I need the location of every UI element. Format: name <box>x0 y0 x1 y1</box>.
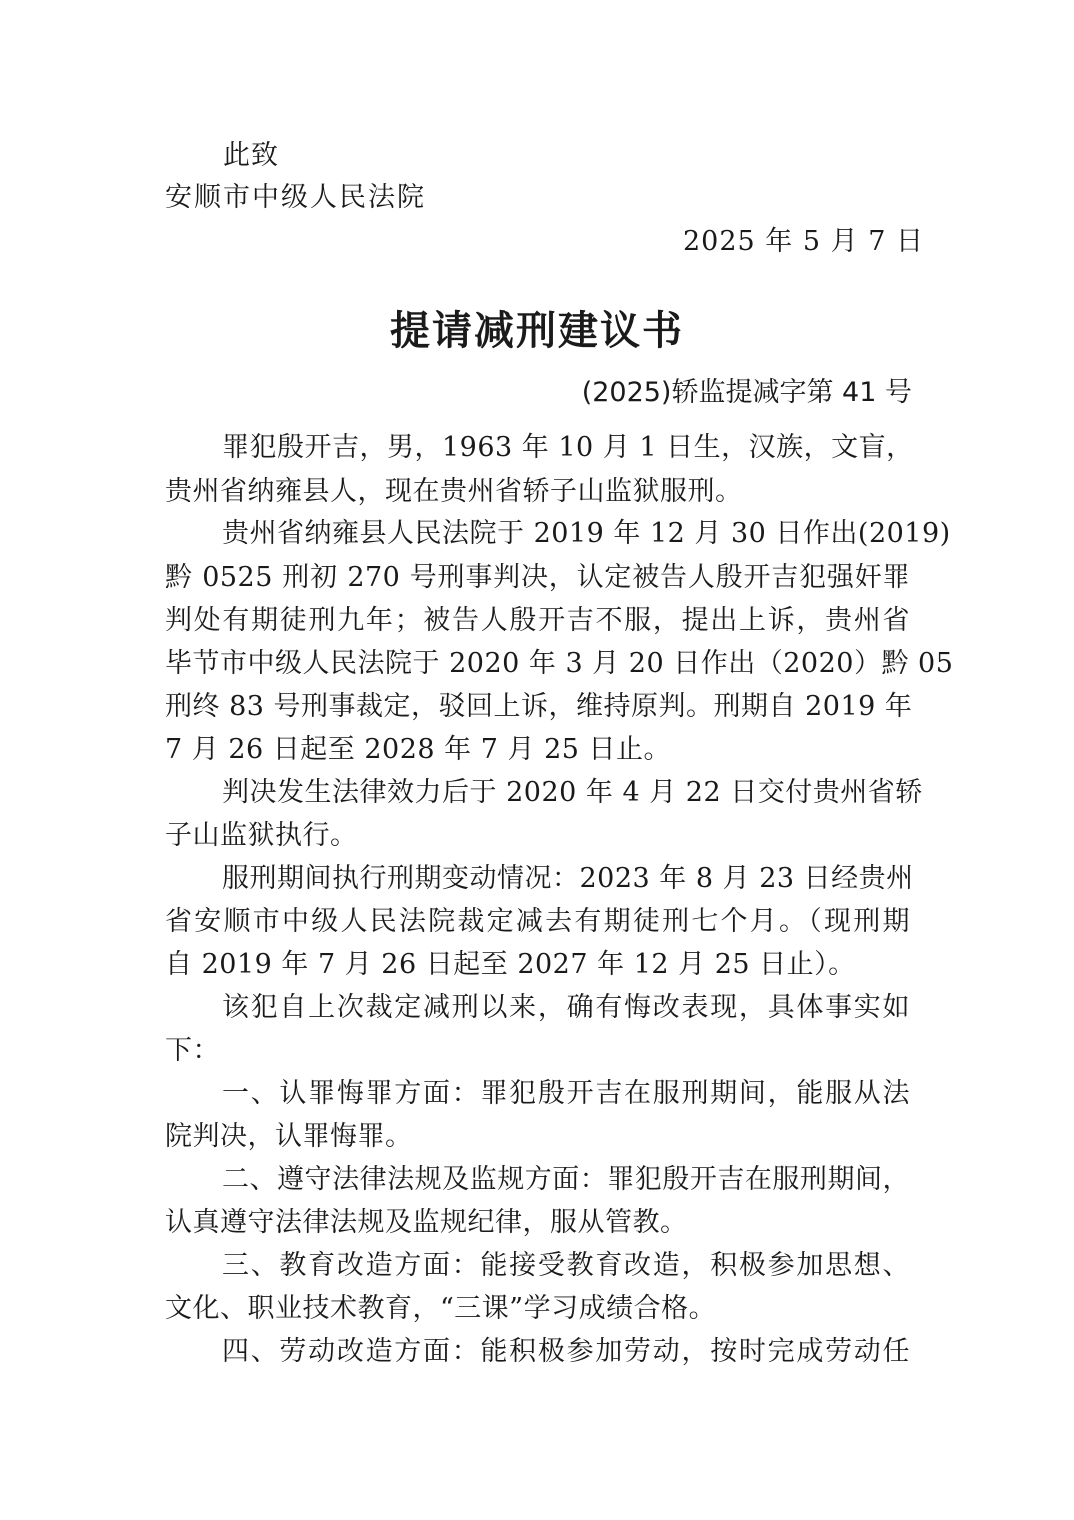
body-line: 认真遵守法律法规及监规纪律，服从管教。 <box>165 1207 688 1238</box>
body-line: 7 月 26 日起至 2028 年 7 月 25 日止。 <box>165 734 672 765</box>
body-line: 贵州省纳雍县人民法院于 2019 年 12 月 30 日作出(2019) <box>222 518 951 549</box>
document-number: (2025)轿监提减字第 41 号 <box>581 377 912 408</box>
body-line: 该犯自上次裁定减刑以来，确有悔改表现，具体事实如 <box>222 992 910 1023</box>
closing-salutation: 此致 <box>223 140 279 171</box>
body-line: 服刑期间执行刑期变动情况：2023 年 8 月 23 日经贵州 <box>222 863 914 894</box>
body-line: 二、遵守法律法规及监规方面：罪犯殷开吉在服刑期间， <box>222 1164 910 1195</box>
closing-recipient: 安顺市中级人民法院 <box>165 182 426 213</box>
body-line: 省安顺市中级人民法院裁定减去有期徒刑七个月。（现刑期 <box>165 906 910 937</box>
body-line: 三、教育改造方面：能接受教育改造，积极参加思想、 <box>222 1250 910 1281</box>
body-line: 罪犯殷开吉，男，1963 年 10 月 1 日生，汉族，文盲， <box>222 432 914 463</box>
body-line: 毕节市中级人民法院于 2020 年 3 月 20 日作出（2020）黔 05 <box>165 648 954 679</box>
document-title: 提请减刑建议书 <box>390 308 684 354</box>
body-line: 判处有期徒刑九年；被告人殷开吉不服，提出上诉，贵州省 <box>165 605 910 636</box>
body-line: 子山监狱执行。 <box>165 820 358 851</box>
body-line: 黔 0525 刑初 270 号刑事判决，认定被告人殷开吉犯强奸罪 <box>165 562 910 593</box>
body-line: 四、劳动改造方面：能积极参加劳动，按时完成劳动任 <box>222 1336 910 1367</box>
body-line: 贵州省纳雍县人，现在贵州省轿子山监狱服刑。 <box>165 476 743 507</box>
body-line: 院判决，认罪悔罪。 <box>165 1121 413 1152</box>
body-line: 下： <box>165 1035 220 1066</box>
body-line: 刑终 83 号刑事裁定，驳回上诉，维持原判。刑期自 2019 年 <box>165 691 913 722</box>
body-line: 判决发生法律效力后于 2020 年 4 月 22 日交付贵州省轿 <box>222 777 923 808</box>
closing-date: 2025 年 5 月 7 日 <box>683 226 924 257</box>
body-line: 一、认罪悔罪方面：罪犯殷开吉在服刑期间，能服从法 <box>222 1078 910 1109</box>
body-line: 自 2019 年 7 月 26 日起至 2027 年 12 月 25 日止）。 <box>165 949 856 980</box>
body-line: 文化、职业技术教育，“三课”学习成绩合格。 <box>165 1293 717 1324</box>
